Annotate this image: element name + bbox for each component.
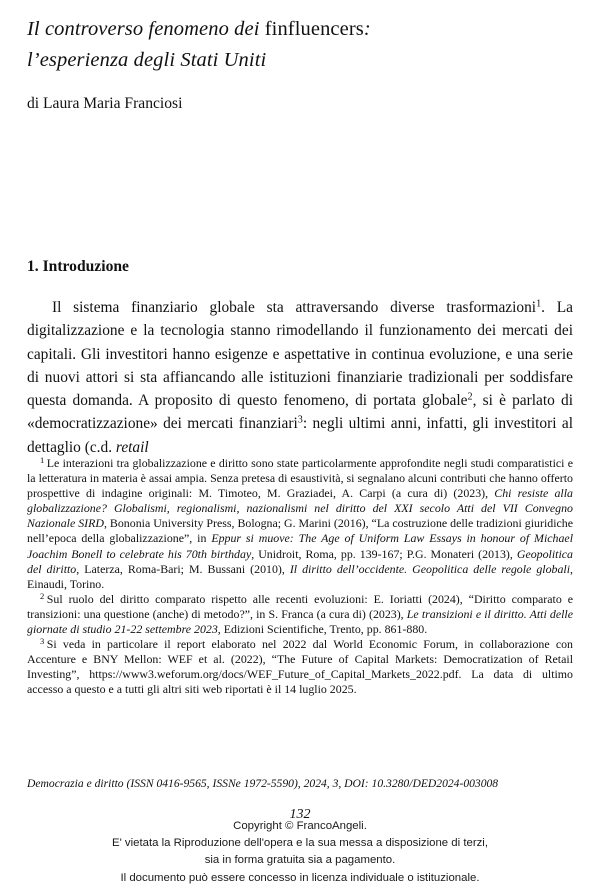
footnote: [27, 592, 573, 637]
footnote-marker[interactable]: 1: [40, 454, 45, 465]
body-run-4: : negli ultimi anni, infatti, gli investitori al dettaglio (c.d.: [27, 415, 573, 456]
footnote-run: , Einaudi, Torino.: [27, 561, 573, 591]
footnote-run-italic: Eppur si muove: The Age of Uniform Law Essays in honour of Michael Joachim Bonell to celebrate his 70th birthday: [27, 531, 573, 561]
body-run-2: . La digitalizzazione e la tecnologia stanno rimodellando il funzionamento dei mercati dei capitali. Gli investitori hanno esigenze e aspettative in continua evoluzione, e una serie di nuovi attori si sta affiancando alle istituzioni finanziarie tradizionali per soddisfare questa domanda. A proposito di questo fenomeno, di portata globale: [27, 299, 574, 410]
copyright-watermark: [0, 818, 600, 887]
author-byline: di Laura Maria Franciosi: [27, 95, 183, 112]
footnote-marker[interactable]: 3: [40, 635, 45, 646]
body-run-5-italic: retail: [115, 438, 149, 456]
journal-citation: Democrazia e diritto (ISSN 0416-9565, ISSNe 1972-5590), 2024, 3, DOI: 10.3280/DED2024-003008: [27, 777, 499, 790]
footnote-area: [27, 456, 573, 698]
copyright-line-3: sia in forma gratuita sia a pagamento.: [204, 854, 396, 867]
copyright-line-4: Il documento può essere concesso in licenza individuale o istituzionale.: [120, 871, 480, 884]
footnote-run: Si veda in particolare il report elaborato nel 2022 dal World Economic Forum, in collaborazione con Accenture e BNY Mellon: WEF et al. (2022), “The Future of Capital Markets: Democratization of Retail Investing”, https://www3.weforum.org/docs/WEF_Future_of_Capital_Markets_2022.pdf. La data di ultimo accesso a questo e a tutti gli altri siti web riportati è il 14 luglio 2025.: [27, 637, 573, 697]
copyright-line-2: E' vietata la Riproduzione dell'opera e la sua messa a disposizione di terzi,: [111, 837, 489, 850]
footnote-run-italic: Le transizioni e il diritto. Atti delle giornate di studio 21-22 settembre 2023: [27, 606, 574, 637]
footnote-ref-2[interactable]: 2: [467, 391, 473, 403]
footnote-run: Le interazioni tra globalizzazione e diritto sono state particolarmente approfondite negli studi comparatistici e la letteratura in materia è assai ampia. Senza pretesa di esaustività, si segnalano alcuni contributi che hanno offerto prospettive di indagine originali: M. Timoteo, M. Graziadei, A. Carpi (a cura di) (2023),: [27, 456, 573, 501]
footnote-run-italic: Il diritto dell’occidente. Geopolitica delle regole globali: [289, 561, 571, 576]
title-block: [27, 14, 573, 76]
page-title: [27, 14, 573, 76]
footnote-run: , Unidroit, Roma, pp. 139-167; P.G. Monateri (2013),: [251, 546, 517, 561]
footnote-run-italic: Geopolitica del diritto: [27, 546, 573, 576]
page-number: 132: [289, 807, 311, 822]
body-run-3: , si è parlato di «democratizzazione» dei mercati finanziari: [27, 392, 574, 433]
title-part-colon: :: [363, 18, 371, 40]
title-line-2: l’esperienza degli Stati Uniti: [27, 49, 267, 71]
footnote-run: Sul ruolo del diritto comparato rispetto alle recenti evoluzioni: E. Ioriatti (2024), “Diritto comparato e transizioni: una questione (anche) di metodo?”, in S. Franca (a cura di) (2023),: [27, 591, 573, 621]
footnote-run: , Edizioni Scientifiche, Trento, pp. 861-880.: [217, 622, 428, 637]
footnote-run: , Laterza, Roma-Bari; M. Bussani (2010),: [76, 561, 290, 576]
footnote-run: , Bononia University Press, Bologna; G. Marini (2016), “La costruzione delle tradizioni giuridiche nell’epoca della globalizzazione”, in: [27, 516, 573, 546]
footnote: [27, 637, 573, 697]
title-part-roman: finfluencers: [264, 18, 364, 40]
copyright-line-1: Copyright © FrancoAngeli.: [233, 820, 367, 832]
body-text: [27, 296, 573, 459]
footnote-marker[interactable]: 2: [40, 590, 45, 601]
footnote-ref-3[interactable]: 3: [297, 415, 303, 427]
body-run-1: Il sistema finanziario globale sta attraversando diverse trasformazioni: [52, 299, 537, 316]
section-heading: 1. Introduzione: [27, 258, 129, 275]
footnote-run-italic: Chi resiste alla globalizzazione? Globalismi, regionalismi, nazionalismi nel diritto del XXI secolo Atti del VII Convegno Nazionale SIRD: [27, 486, 573, 531]
footnote: [27, 456, 573, 592]
title-part-italic: Il controverso fenomeno dei: [27, 18, 265, 40]
paragraph: [27, 296, 573, 459]
footnote-ref-1[interactable]: 1: [536, 298, 542, 310]
